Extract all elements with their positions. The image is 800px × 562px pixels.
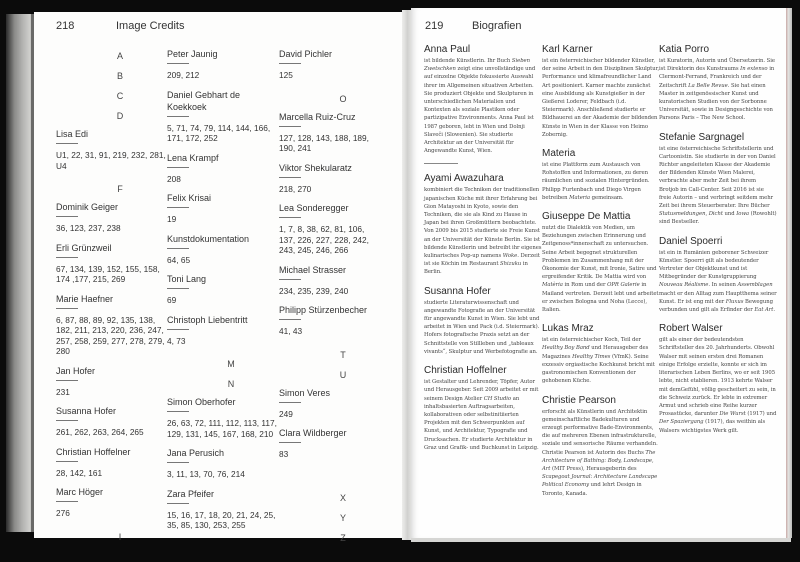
credit-pages: 261, 262, 263, 264, 265 xyxy=(56,427,144,437)
credit-pages: 208 xyxy=(167,173,181,184)
book-page-edges-left xyxy=(6,14,34,532)
page-number: 219 xyxy=(425,20,444,32)
bio-text: ist bildende Künstlerin. Ihr Buch Sieben Zwetschken zeigt eine unvollständige und auf einzelne Objekte fokussierte Auswahl ihrer im Allgemeinen situativen Arbeiten. Sie produziert Objekte und Skulpturen in unterschiedlichen Materialien und Kontexten als soziale Plastiken oder partizipative Environments. Anna Paul ist 1987 geboren, lebt in Wien und Dolnji Slaveči (Slowenien). Sie studierte Architektur an der Universität für Angewandte Kunst, Wien. xyxy=(424,58,536,155)
credit-name: Clara Wildberger xyxy=(279,428,347,438)
bio-text: erforscht als Künstlerin und Architektin gemeinschaftliche Badekulturen und erzeugt performative Bade-Environments, die auf mehreren Ebenen infrastrukturelle, soziale und sensorische Räume verhandeln. Christie Pearson ist Autorin des Buchs The Architecture of Bathing: Body, Landscape, Art (MIT Press), Herausgeberin des Scapegoat Journal: Architecture Landscape Political Economy und lehrt Design in Toronto, Kanada. xyxy=(542,408,658,497)
credit-name: Marcella Ruiz-Cruz xyxy=(279,111,356,122)
credit-rule xyxy=(167,411,189,412)
credits-column-2 xyxy=(167,46,277,539)
credit-entry xyxy=(167,273,277,306)
bio-entry xyxy=(424,173,542,276)
bio-name: Susanna Hofer xyxy=(424,285,491,297)
credit-pages: 231 xyxy=(56,386,70,397)
bio-text: ist ein österreichischer Koch, Teil der Healthy Boy Band und Herausgeber des Magazines Healthy Times (VfmK). Seine exzessiv orgiastische Kochkunst bricht mit gastronomischen Konventionen der gehobenen Küche. xyxy=(542,337,655,385)
credit-rule xyxy=(279,63,301,64)
alphabet-letter: Y xyxy=(339,512,346,523)
bio-entry xyxy=(542,323,660,385)
credit-rule xyxy=(167,288,189,289)
credit-rule xyxy=(167,462,189,463)
bio-text: ist Kuratorin, Autorin und Übersetzerin. Sie ist Direktorin des Kunstraums In extenso in Clermont-Ferrand, Frankreich und der Zeitschrift La Belle Revue. Sie hat einen Master in zeitgenössischer Kunst und kuratorischen Studien von der Sorbonne Universität, sowie in Designgeschichte von Parsons Paris – The New School. xyxy=(659,58,775,122)
credit-rule xyxy=(279,279,301,280)
credit-entry xyxy=(167,314,277,347)
credit-pages: 276 xyxy=(56,508,70,518)
bio-column-1 xyxy=(424,44,542,461)
credit-rule xyxy=(56,308,78,309)
credit-name: Erli Grünzweil xyxy=(56,242,112,253)
alphabet-letter: A xyxy=(116,51,123,61)
credit-name: Simon Veres xyxy=(279,387,331,398)
bio-text: ist eine österreichische Schriftstellerin und Cartoonistin. Sie studierte in der von Daniel Richter angeleiteten Klasse der Akademie der Bildenden Künste Wien Malerei, verbrachte aber mehr Zeit bei ihrem Brotjob im Call-Center. Seit 2016 ist sie freie Autorin – und verbringt seitdem mehr Zeit bei ihrem Steuerberater. Ihre Bücher Statusmeldungen, Dicht und Iowa (Rowohlt) sind Bestseller. xyxy=(659,145,777,226)
book-page-edges-right xyxy=(786,8,792,538)
credit-entry xyxy=(167,396,277,439)
credit-entry xyxy=(167,152,277,185)
credit-rule xyxy=(279,402,301,403)
credit-entry xyxy=(56,201,166,234)
credit-rule xyxy=(56,420,78,421)
credit-pages: 36, 123, 237, 238 xyxy=(56,223,121,233)
bio-column-2 xyxy=(542,44,660,507)
credit-entry xyxy=(167,89,277,144)
credit-pages: 41, 43 xyxy=(279,326,303,336)
credit-name: Jana Perusich xyxy=(167,448,225,458)
credit-pages: 83 xyxy=(279,449,289,459)
bio-entry xyxy=(659,44,777,123)
credit-pages: 6, 87, 88, 89, 92, 135, 138, 182, 211, 213, 220, 236, 247, 257, 258, 259, 277, 278, 279, 280 xyxy=(56,314,165,356)
credit-name: Kunstdokumentation xyxy=(167,233,250,244)
bio-name: Christian Hoffelner xyxy=(424,365,507,377)
credit-rule xyxy=(56,461,78,462)
bio-name: Christie Pearson xyxy=(542,394,616,406)
bio-name: Katia Porro xyxy=(659,44,710,55)
credit-name: Christian Hoffelner xyxy=(56,446,131,457)
credit-entry xyxy=(56,486,166,519)
alphabet-letter: F xyxy=(117,184,123,194)
credit-entry xyxy=(56,405,166,438)
credit-name: Christoph Liebentritt xyxy=(167,314,248,325)
credit-pages: 64, 65 xyxy=(167,254,191,265)
credit-pages: 249 xyxy=(279,408,293,419)
bio-text: kombiniert die Techniken der traditionellen japanischen Küche mit ihrer Erfahrung bei Gion Matayoshi in Kyoto, sowie den Techniken, die sie als Kind zu Hause in Japan bei ihren Großmüttern beobachtete. Von 2009 bis 2015 studierte sie Freie Kunst an der Universität der Künste Berlin. Sie ist bildende Künstlerin und betreibt ihr eigenes kulinarisches Pop-up namens Woke. Derzeit ist sie Köchin im Restaurant Shizuku in Berlin. xyxy=(424,187,542,276)
credit-name: Philipp Stürzenbecher xyxy=(279,305,368,315)
credit-rule xyxy=(56,216,78,217)
book-bottom-edge xyxy=(411,538,791,542)
credit-entry xyxy=(167,233,277,266)
credit-entry xyxy=(56,242,166,285)
alphabet-letter: Z xyxy=(340,532,346,543)
credit-name: Viktor Shekularatz xyxy=(279,162,352,173)
credit-name: Marc Höger xyxy=(56,487,104,497)
bio-entry xyxy=(424,44,542,164)
alphabet-letter: D xyxy=(116,111,124,121)
credit-entry xyxy=(167,447,277,480)
credit-pages: 5, 71, 74, 79, 114, 144, 166, 171, 172, 252 xyxy=(167,122,271,143)
bio-name: Robert Walser xyxy=(659,323,723,335)
bio-text: studierte Literaturwissenschaft und angewandte Fotografie an der Universität für angewandte Kunst in Wien. Sie lebt und arbeitet in Wien und Pack (i.d. Steiermark). Hofers fotografische Praxis setzt an der Schnittstelle von Stillleben und „tableaux vivants“, Skulptur und Werbefotografie an. xyxy=(424,299,540,355)
credit-rule xyxy=(279,442,301,443)
credit-name: Zara Pfeifer xyxy=(167,488,215,499)
credit-name: Lena Krampf xyxy=(167,152,219,163)
page-title: Biografien xyxy=(472,20,522,32)
bio-entry xyxy=(542,211,660,314)
bio-column-3 xyxy=(659,44,777,444)
bio-entry xyxy=(424,286,542,356)
credit-rule xyxy=(167,167,189,168)
credits-column-3 xyxy=(279,46,379,548)
credit-pages: 3, 11, 13, 70, 76, 214 xyxy=(167,469,245,479)
bio-entry xyxy=(542,44,660,139)
credit-rule xyxy=(56,257,78,258)
alphabet-letter: C xyxy=(116,91,124,101)
bio-name: Anna Paul xyxy=(424,44,471,55)
bio-entry xyxy=(424,365,542,452)
bio-divider xyxy=(424,163,458,164)
alphabet-letter: U xyxy=(339,369,347,380)
page-image-credits xyxy=(34,12,404,543)
bio-name: Ayami Awazuhara xyxy=(424,173,504,185)
credit-entry xyxy=(279,304,379,337)
credit-pages: 69 xyxy=(167,295,177,305)
credit-pages: 209, 212 xyxy=(167,70,200,80)
credit-entry xyxy=(279,387,379,420)
credit-pages: 4, 73 xyxy=(167,335,186,346)
credit-pages: 218, 270 xyxy=(279,183,312,194)
credit-rule xyxy=(279,319,301,320)
credit-name: Toni Lang xyxy=(167,274,207,284)
bio-entry xyxy=(659,323,777,434)
credit-pages: 19 xyxy=(167,214,177,224)
credit-pages: 234, 235, 239, 240 xyxy=(279,285,349,296)
credit-pages: U1, 22, 31, 91, 219, 232, 281, U4 xyxy=(56,150,166,171)
credit-pages: 28, 142, 161 xyxy=(56,467,103,478)
credit-rule xyxy=(56,143,78,144)
credit-entry xyxy=(279,202,379,256)
bio-text: nutzt die Dialektik von Medien, um Beziehungen zwischen Erinnerung und Zeitgenoss*innenschaft zu untersuchen. Seine Arbeit begegnet strukturellen Problemen im Zusammenhang mit der Ökonomie der Kunst, mit Ironie, Satire und ergreifender Kritik. De Mattia wird von Matèria in Rom und der OPR Galerie in Mailand vertreten. Derzeit lebt und arbeitet er zwischen Bologna und Noha (Lecce), Italien. xyxy=(542,225,659,314)
credit-rule xyxy=(167,63,189,64)
credit-entry xyxy=(56,446,166,479)
page-number: 218 xyxy=(56,20,75,32)
credit-rule xyxy=(167,503,189,504)
bio-text: ist Gestalter und Lehrender, Töpfer, Autor und Herausgeber. Seit 2009 arbeitet er mit seinem Design Atelier CH Studio an inhaltsbasierten Auftragsarbeiten, kollaborativen oder selbstinitiierten Projekten mit den Schwerpunkten auf Kunst, und Architektur, Typografie und Drucksachen. Er studierte Architektur in Graz und Grafik- und Buchkunst in Leipzig. xyxy=(424,379,539,451)
credit-entry xyxy=(56,293,166,357)
bio-entry xyxy=(659,132,777,227)
bio-text: ist ein in Rumänien geborener Schweizer Künstler. Spoerri gilt als bedeutender Vertreter der Objektkunst und ist Mitbegründer der Kunstgruppierung Nouveau Réalisme. In seinen Assemblagen macht er den Alltag zum Hauptthema seiner Kunst. Er ist eng mit der Fluxus Bewegung verbunden und gilt als Erfinder der Eat Art. xyxy=(659,249,777,314)
bio-text: ist ein österreichischer bildender Künstler, der seine Arbeit in den Disziplinen Skulptur, Performance und klimafreundlicher Land Art positioniert. Karner machte zunächst eine Ausbildung als Kunstgießer in der Gießerei Loderer, Feldbach (i.d. Steiermark). Anschließend studierte er Bildhauerei an der Akademie der bildenden Künste in Wien in der Klasse von Heimo Zobernig. xyxy=(542,58,660,138)
alphabet-letter: O xyxy=(339,93,347,104)
credit-pages: 15, 16, 17, 18, 20, 21, 24, 25, 35, 85, 130, 253, 255 xyxy=(167,509,276,530)
credit-entry xyxy=(56,365,166,398)
spacer xyxy=(279,468,379,488)
credit-name: Michael Strasser xyxy=(279,264,347,275)
credit-rule xyxy=(167,329,189,330)
alphabet-letter: M xyxy=(227,359,235,369)
credits-column-1 xyxy=(56,46,166,547)
credit-entry xyxy=(167,48,277,81)
credit-rule xyxy=(279,126,301,127)
credit-entry xyxy=(167,192,277,225)
bio-entry xyxy=(542,148,660,202)
credit-name: David Pichler xyxy=(279,49,333,59)
credit-entry xyxy=(279,162,379,195)
credit-name: Lisa Edi xyxy=(56,129,89,139)
credit-name: Felix Krisai xyxy=(167,193,212,203)
bio-entry xyxy=(542,395,660,498)
credit-entry xyxy=(279,427,379,460)
credit-pages: 67, 134, 139, 152, 155, 158, 174 ,177, 215, 269 xyxy=(56,263,160,284)
alphabet-letter: B xyxy=(116,71,123,81)
bio-name: Lukas Mraz xyxy=(542,323,594,335)
credit-entry xyxy=(56,128,166,171)
credit-rule xyxy=(279,217,301,218)
credit-name: Simon Oberhofer xyxy=(167,397,236,407)
credit-entry xyxy=(279,48,379,81)
credit-name: Daniel Gebhart de Koekkoek xyxy=(167,89,241,112)
credit-pages: 1, 7, 8, 38, 62, 81, 106, 137, 226, 227, 228, 242, 243, 245, 246, 266 xyxy=(279,224,369,255)
credit-rule xyxy=(167,248,189,249)
credit-name: Susanna Hofer xyxy=(56,406,117,416)
bio-entry xyxy=(659,236,777,315)
credit-pages: 26, 63, 72, 111, 112, 113, 117, 129, 131, 145, 167, 168, 210 xyxy=(167,418,277,439)
bio-text: gilt als einer der bedeutendsten Schriftsteller des 20. Jahrhunderts. Obwohl Walser mit seinen ersten drei Romanen einige Erfolge erzielte, konnte er sich im literarischen Leben Berlins, wo er seit 1905 lebte, nicht etablieren. 1913 kehrte Walser mit demGefühl, völlig gescheitert zu sein, in die Schweiz zurück. Er lebte in extremer Armut und schrieb eine Reihe kurzer Prosastücke, darunter Die Wurst (1917) und Der Spaziergang (1917), das weithin als Walsers wichtigstes Werk gilt. xyxy=(659,337,777,434)
credit-entry xyxy=(279,264,379,297)
credit-name: Marie Haefner xyxy=(56,293,114,304)
credit-pages: 127, 128, 143, 188, 189, 190, 241 xyxy=(279,132,369,153)
credit-name: Peter Jaunig xyxy=(167,49,218,59)
credit-rule xyxy=(56,380,78,381)
credit-rule xyxy=(56,501,78,502)
bio-name: Giuseppe De Mattia xyxy=(542,211,631,223)
credit-rule xyxy=(167,207,189,208)
credit-name: Dominik Geiger xyxy=(56,202,119,212)
bio-text: ist eine Plattform zum Austausch von Rohstoffen und Informationen, zu deren räumlichen und sozialen Hintergründen. Philipp Furtenbach und Diego Virgen betreiben Materia gemeinsam. xyxy=(542,162,650,201)
page-title: Image Credits xyxy=(116,20,185,32)
bio-name: Karl Karner xyxy=(542,44,593,55)
alphabet-letter: T xyxy=(340,349,346,360)
page-biographies xyxy=(411,8,786,538)
bio-name: Materia xyxy=(542,148,576,160)
alphabet-letter: I xyxy=(118,531,122,542)
alphabet-letter: X xyxy=(339,492,346,503)
credit-entry xyxy=(279,111,379,154)
bio-name: Daniel Spoerri xyxy=(659,235,723,247)
credit-pages: 125 xyxy=(279,70,293,80)
credit-name: Lea Sonderegger xyxy=(279,203,349,213)
credit-rule xyxy=(279,177,301,178)
credit-entry xyxy=(167,488,277,531)
alphabet-letter: N xyxy=(227,379,235,389)
bio-name: Stefanie Sargnagel xyxy=(659,131,745,143)
credit-rule xyxy=(167,116,189,117)
credit-name: Jan Hofer xyxy=(56,365,96,376)
